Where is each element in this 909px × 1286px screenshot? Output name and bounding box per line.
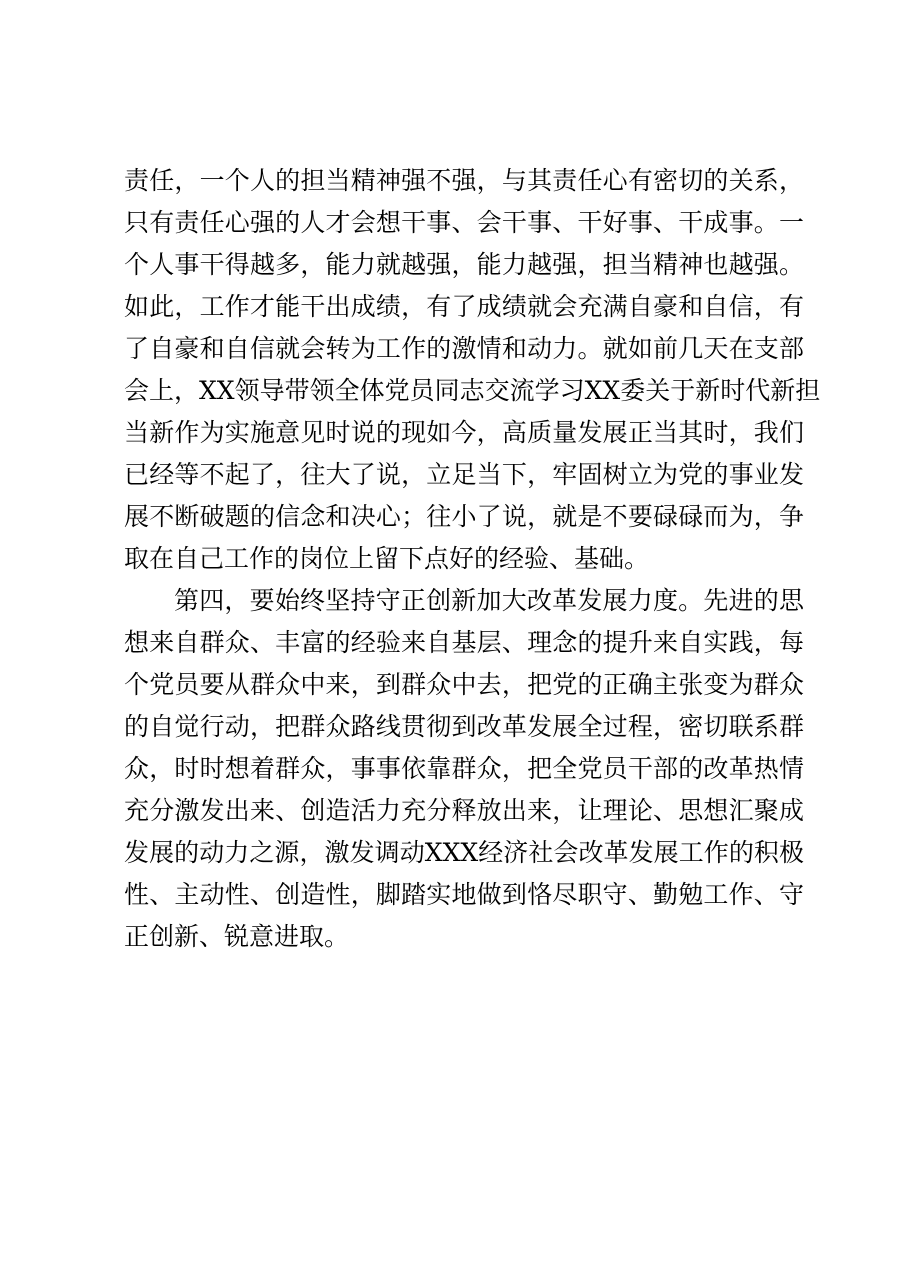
text-line: 已经等不起了，往大了说，立足当下，牢固树立为党的事业发 [124,460,804,489]
text-line: 了自豪和自信就会转为工作的激情和动力。就如前几天在支部 [124,334,804,363]
text-line: 展不断破题的信念和决心；往小了说，就是不要碌碌而为，争 [124,502,804,531]
text-line: 众，时时想着群众，事事依靠群众，把全党员干部的改革热情 [124,754,804,783]
text-line: 个党员要从群众中来，到群众中去，把党的正确主张变为群众 [124,670,804,699]
text-line: 充分激发出来、创造活力充分释放出来，让理论、思想汇聚成 [124,796,804,825]
text-line: 如此，工作才能干出成绩，有了成绩就会充满自豪和自信，有 [124,292,804,321]
text-line: 责任，一个人的担当精神强不强，与其责任心有密切的关系， [124,166,804,195]
text-line: 个人事干得越多，能力就越强，能力越强，担当精神也越强。 [124,250,804,279]
text-line: 当新作为实施意见时说的现如今，高质量发展正当其时，我们 [124,418,804,447]
text-line: 想来自群众、丰富的经验来自基层、理念的提升来自实践，每 [124,628,804,657]
text-line: 的自觉行动，把群众路线贯彻到改革发展全过程，密切联系群 [124,712,804,741]
body-text [124,160,821,958]
text-line: 发展的动力之源，激发调动XXX经济社会改革发展工作的积极 [124,838,804,867]
text-line: 正创新、锐意进取。 [124,922,350,951]
text-line: 取在自己工作的岗位上留下点好的经验、基础。 [124,544,650,573]
text-line: 性、主动性、创造性，脚踏实地做到恪尽职守、勤勉工作、守 [124,880,804,909]
text-line: 会上，XX领导带领全体党员同志交流学习XX委关于新时代新担 [124,376,821,405]
paragraph-start-line: 第四，要始终坚持守正创新加大改革发展力度。先进的思 [174,586,804,615]
text-line: 只有责任心强的人才会想干事、会干事、干好事、干成事。一 [124,208,804,237]
